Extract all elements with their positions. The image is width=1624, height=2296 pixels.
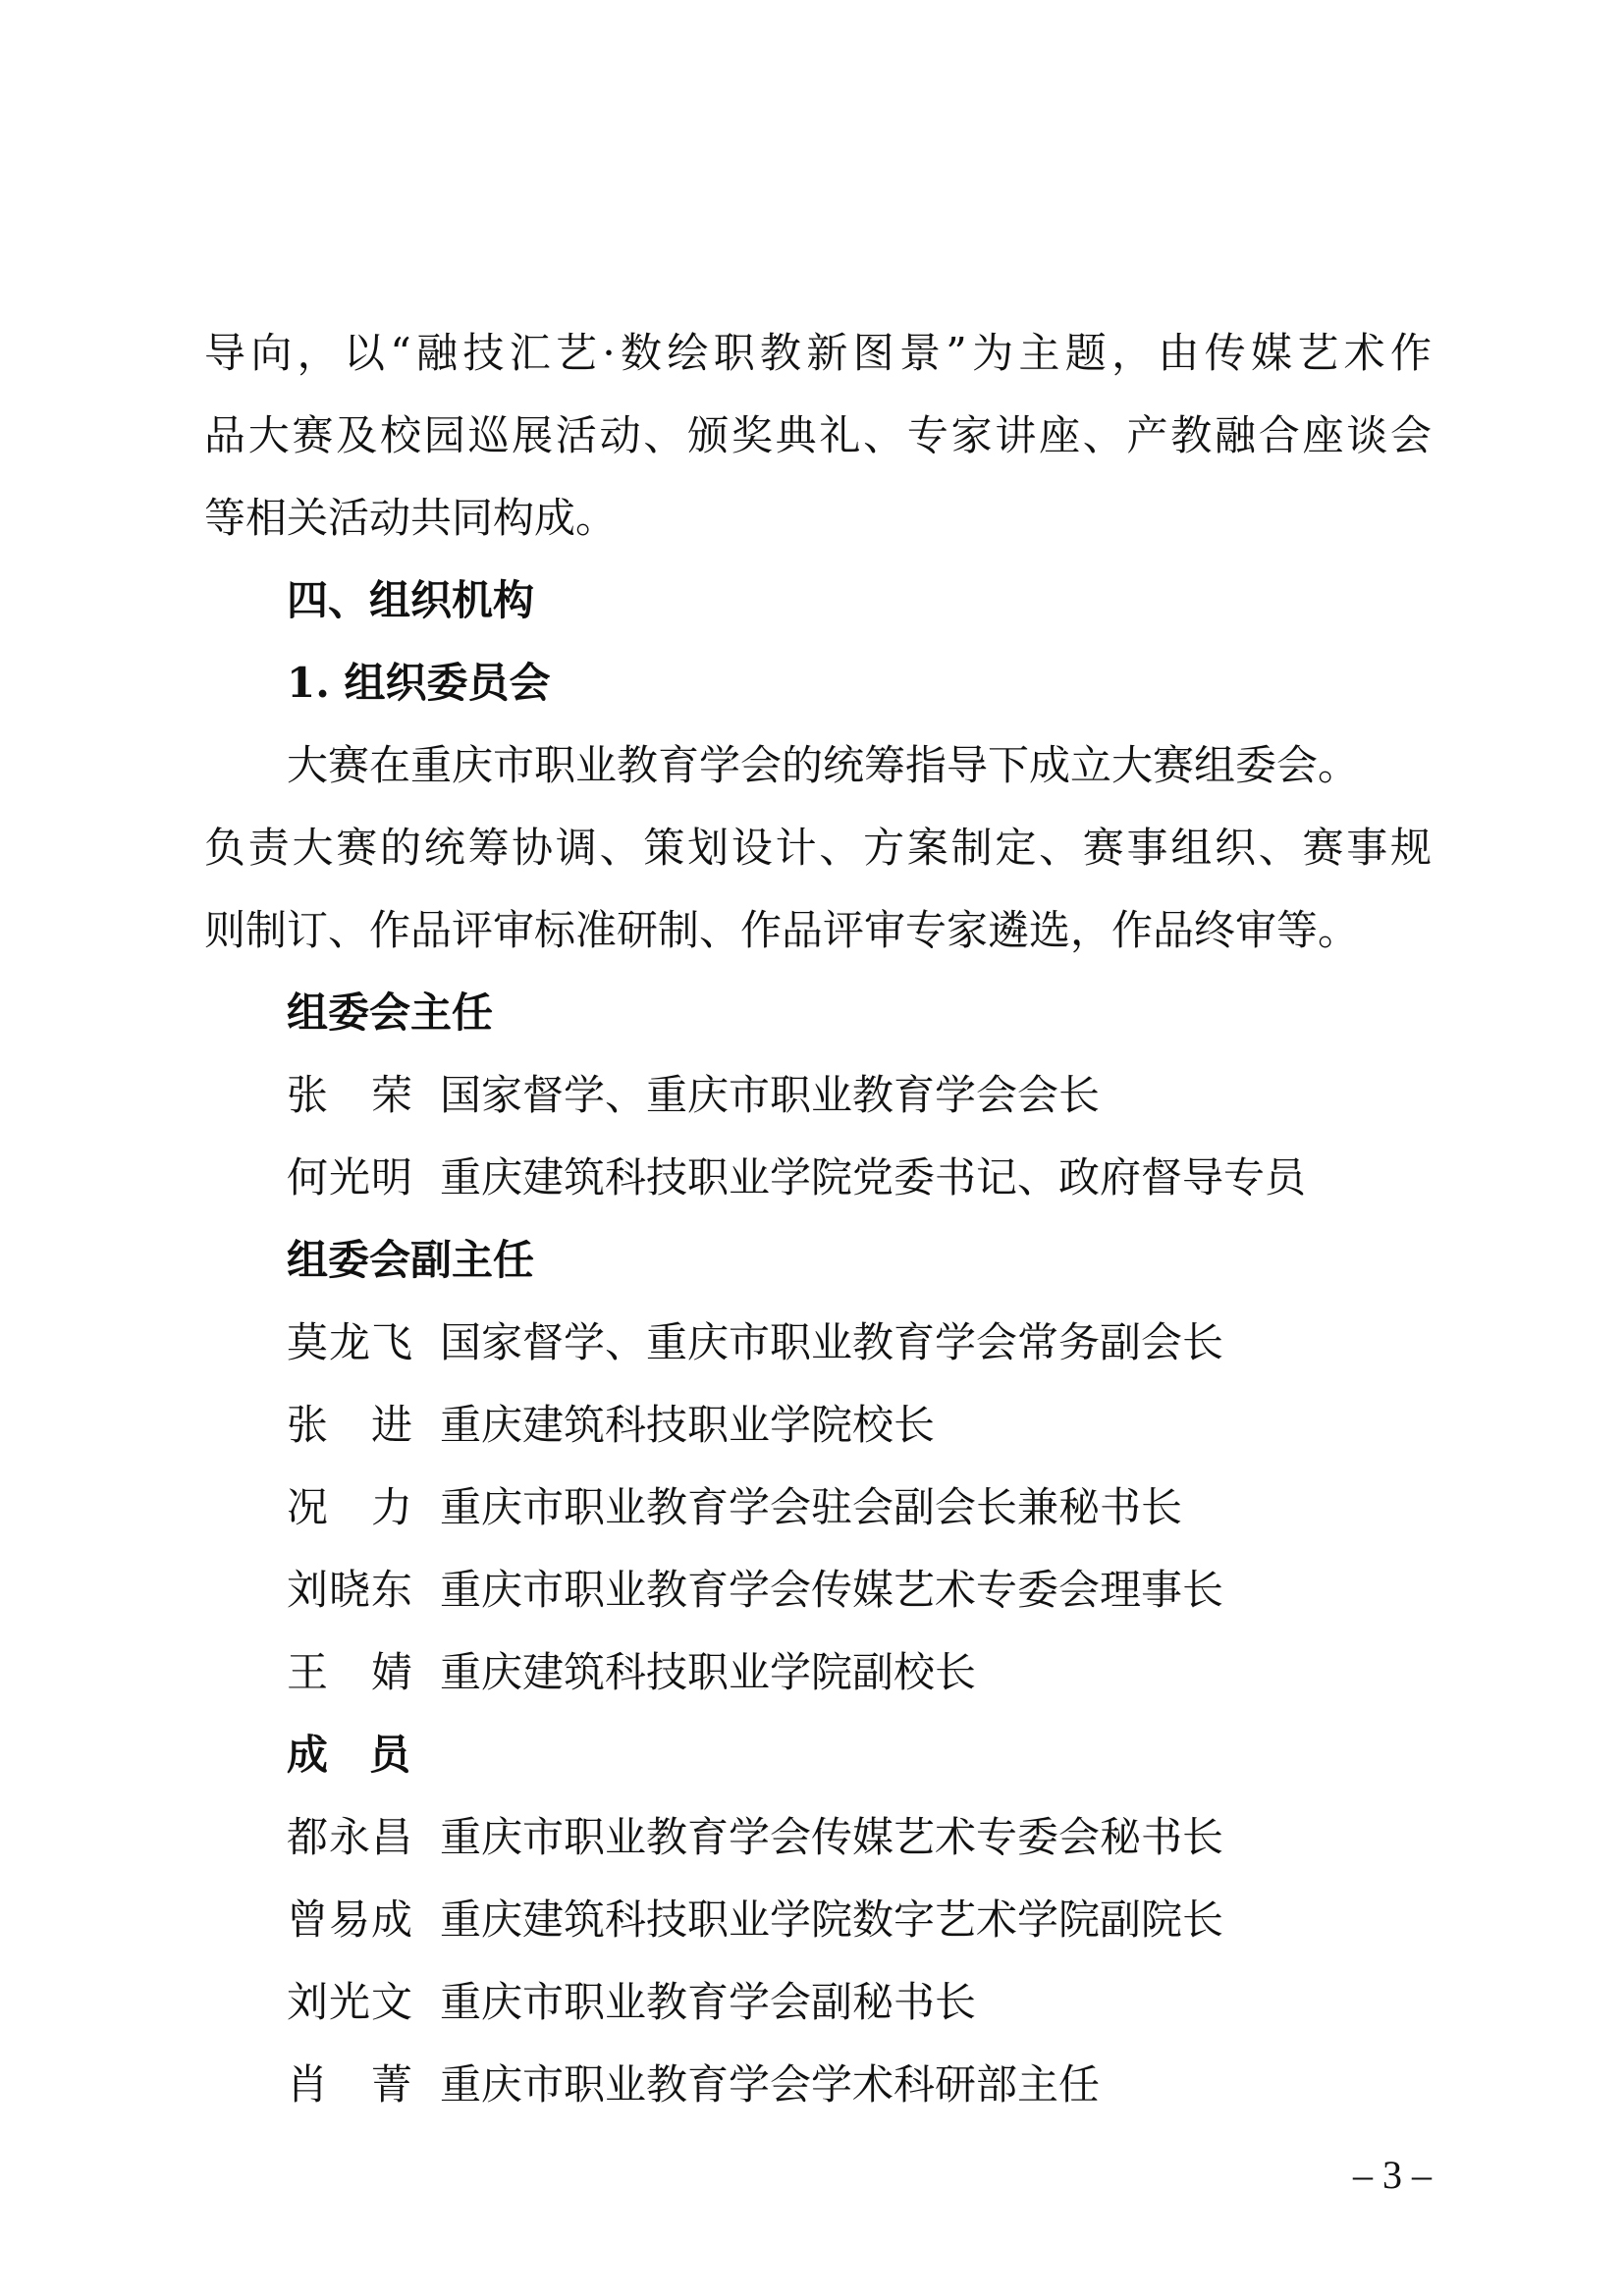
member-title: 重庆市职业教育学会驻会副会长兼秘书长	[440, 1483, 1183, 1531]
member-name: 莫龙飞	[287, 1318, 412, 1366]
member-name: 张 进	[287, 1401, 412, 1449]
section-heading: 四、组织机构	[287, 576, 535, 624]
member-row	[287, 1313, 1514, 1372]
paragraph-line: 负责大赛的统筹协调、策划设计、方案制定、赛事组织、赛事规	[204, 824, 1432, 872]
member-title: 重庆市职业教育学会副秘书长	[440, 1978, 977, 2026]
member-title: 重庆市职业教育学会传媒艺术专委会秘书长	[440, 1813, 1224, 1861]
member-title: 重庆市职业教育学会学术科研部主任	[440, 2060, 1101, 2109]
member-row	[287, 1891, 1514, 1949]
member-title: 重庆建筑科技职业学院副校长	[440, 1648, 977, 1696]
member-name: 肖 菁	[287, 2060, 412, 2109]
member-row	[287, 1643, 1514, 1702]
member-title: 国家督学、重庆市职业教育学会会长	[440, 1071, 1101, 1119]
member-name: 刘晓东	[287, 1566, 412, 1614]
member-row	[287, 1478, 1514, 1537]
member-title: 重庆建筑科技职业学院数字艺术学院副院长	[440, 1896, 1224, 1944]
member-row	[287, 1561, 1514, 1620]
member-row	[287, 2056, 1514, 2114]
member-title: 重庆建筑科技职业学院校长	[440, 1401, 936, 1449]
member-title: 重庆市职业教育学会传媒艺术专委会理事长	[440, 1566, 1224, 1614]
member-name: 都永昌	[287, 1813, 412, 1861]
member-row	[287, 1808, 1514, 1867]
director-heading: 组委会主任	[287, 988, 494, 1037]
paragraph-line: 导向，以“融技汇艺·数绘职教新图景”为主题，由传媒艺术作	[204, 329, 1432, 377]
member-name: 刘光文	[287, 1978, 412, 2026]
member-name: 张 荣	[287, 1071, 412, 1119]
member-row	[287, 1148, 1514, 1207]
member-row	[287, 1396, 1514, 1455]
member-row	[287, 1973, 1514, 2032]
member-row	[287, 1066, 1514, 1125]
deputy-heading: 组委会副主任	[287, 1236, 535, 1284]
member-name: 曾易成	[287, 1896, 412, 1944]
member-title: 重庆建筑科技职业学院党委书记、政府督导专员	[440, 1153, 1307, 1201]
member-name: 况 力	[287, 1483, 412, 1531]
members-heading: 成 员	[287, 1731, 411, 1779]
paragraph-line: 品大赛及校园巡展活动、颁奖典礼、专家讲座、产教融合座谈会	[204, 411, 1432, 459]
sub-heading: 1. 组织委员会	[287, 659, 551, 707]
member-name: 何光明	[287, 1153, 412, 1201]
member-name: 王 婧	[287, 1648, 412, 1696]
page-number: – 3 –	[1353, 2153, 1432, 2197]
paragraph-line: 大赛在重庆市职业教育学会的统筹指导下成立大赛组委会。	[287, 741, 1360, 789]
paragraph-line: 则制订、作品评审标准研制、作品评审专家遴选，作品终审等。	[204, 906, 1360, 954]
member-title: 国家督学、重庆市职业教育学会常务副会长	[440, 1318, 1224, 1366]
paragraph-line: 等相关活动共同构成。	[204, 494, 618, 542]
